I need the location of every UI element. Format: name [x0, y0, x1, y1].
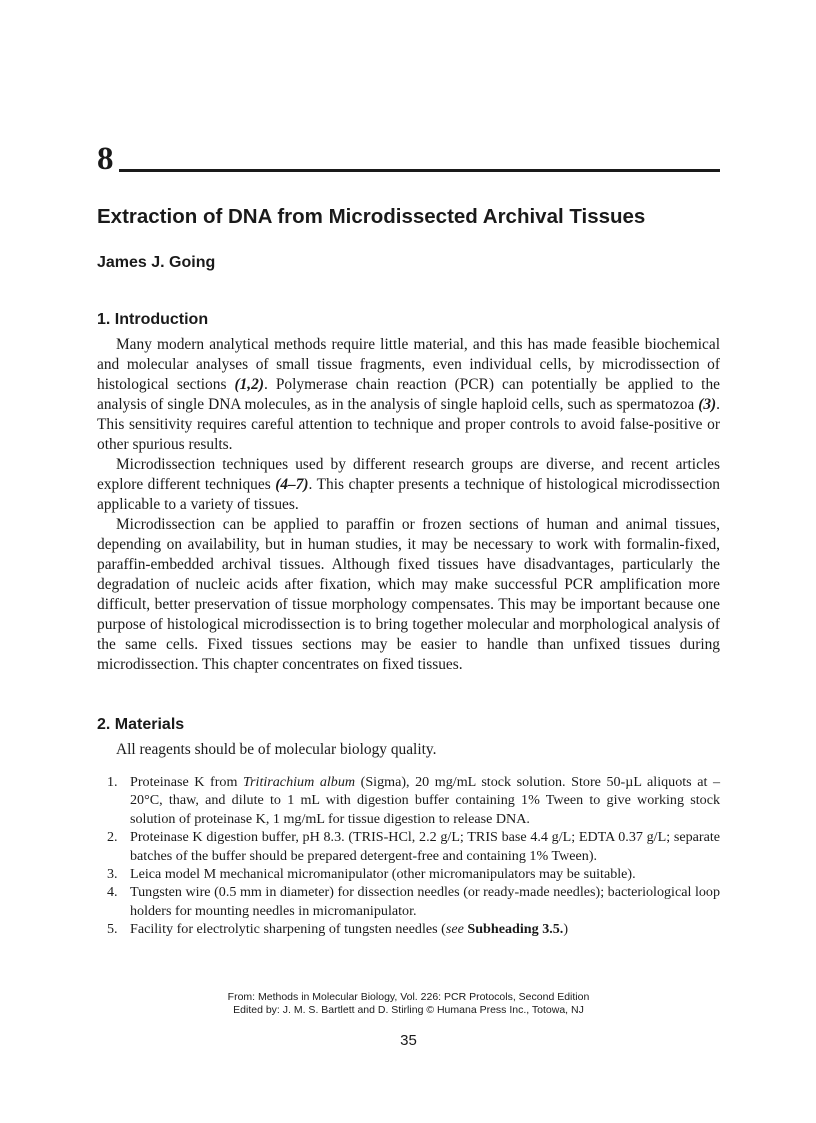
list-item — [97, 883, 720, 920]
page-number: 35 — [400, 1032, 417, 1049]
citation-link[interactable]: (3) — [698, 396, 717, 413]
footer-editors: Edited by: J. M. S. Bartlett and D. Stirling © Humana Press Inc., Totowa, NJ — [233, 1004, 584, 1016]
list-item-number: 3. — [107, 866, 118, 883]
text: Facility for electrolytic sharpening of tungsten needles ( — [130, 921, 446, 938]
paragraph — [97, 455, 720, 515]
subheading-reference-link[interactable]: Subheading 3.5. — [467, 921, 564, 938]
list-item — [97, 828, 720, 865]
author: James J. Going — [97, 254, 216, 271]
introduction-body — [97, 335, 720, 675]
materials-intro: All reagents should be of molecular biology quality. — [116, 741, 437, 758]
see-reference: see — [445, 921, 464, 938]
text: . Polymerase chain reaction (PCR) can potentially be applied to the analysis of single DNA molecules, as in the analysis of single haploid cells, such as spermatozoa — [97, 376, 720, 413]
chapter-number: 8 — [97, 141, 114, 177]
text: Many modern analytical methods require little material, and this has made feasible biochemical and molecular analyses of small tissue fragments, even individual cells, by microdissection of histological sections — [97, 336, 720, 393]
paragraph: Microdissection can be applied to paraffin or frozen sections of human and animal tissues, depending on availability, but in human studies, it may be necessary to work with formalin-fixed, paraffin-embedded archival tissues. Although fixed tissues have disadvantages, particularly the degradation of nucleic acids after fixation, which may make successful PCR amplification more difficult, better preservation of tissue morphology compensates. This may be important because one purpose of histological microdissection is to bring together molecular and morphological analysis of the same cells. Fixed tissues sections may be easier to handle than unfixed tissues during microdissection. This chapter concentrates on fixed tissues. — [97, 516, 720, 673]
text: Leica model M mechanical micromanipulator (other micromanipulators may be suitable). — [130, 866, 636, 883]
list-item — [97, 773, 720, 828]
list-item — [97, 920, 720, 938]
chapter-title: Extraction of DNA from Microdissected Archival Tissues — [97, 205, 646, 228]
section-heading-introduction: 1. Introduction — [97, 311, 209, 328]
list-item — [97, 865, 720, 883]
species-name: Tritirachium album — [242, 774, 356, 790]
text: Microdissection techniques used by different research groups are diverse, and recent articles explore different techniques — [97, 456, 720, 493]
text: . This chapter presents a technique of histological microdissection applicable to a variety of tissues. — [97, 476, 720, 513]
list-item-number: 1. — [107, 774, 118, 790]
text: (Sigma), 20 mg/mL stock solution. Store 50-µL aliquots at –20°C, thaw, and dilute to 1 mL with digestion buffer containing 1% Tween to give working stock solution of proteinase K, 1 mg/mL for tissue digestion to release DNA. — [130, 774, 720, 827]
footer-source: From: Methods in Molecular Biology, Vol. 226: PCR Protocols, Second Edition — [227, 991, 590, 1003]
section-heading-materials: 2. Materials — [97, 716, 185, 733]
citation-link[interactable]: (1,2) — [234, 376, 264, 393]
text: ) — [563, 921, 569, 938]
list-item-number: 2. — [107, 829, 118, 846]
list-item-number: 5. — [107, 921, 118, 938]
text: Proteinase K from — [130, 774, 243, 790]
text: Tungsten wire (0.5 mm in diameter) for dissection needles (or ready-made needles); bacteriological loop holders for mounting needles in micromanipulator. — [130, 884, 720, 919]
paragraph — [97, 335, 720, 455]
chapter-header — [97, 142, 720, 176]
list-item-number: 4. — [107, 884, 118, 901]
chapter-rule — [119, 169, 720, 172]
text: Proteinase K digestion buffer, pH 8.3. (TRIS-HCl, 2.2 g/L; TRIS base 4.4 g/L; EDTA 0.37 g/L; separate batches of the buffer should be prepared detergent-free and containing 1% Tween). — [130, 829, 720, 864]
citation-link[interactable]: (4–7) — [275, 476, 309, 493]
text: . This sensitivity requires careful attention to technique and proper controls to avoid false-positive or other spurious results. — [97, 396, 720, 453]
materials-list — [97, 773, 720, 939]
